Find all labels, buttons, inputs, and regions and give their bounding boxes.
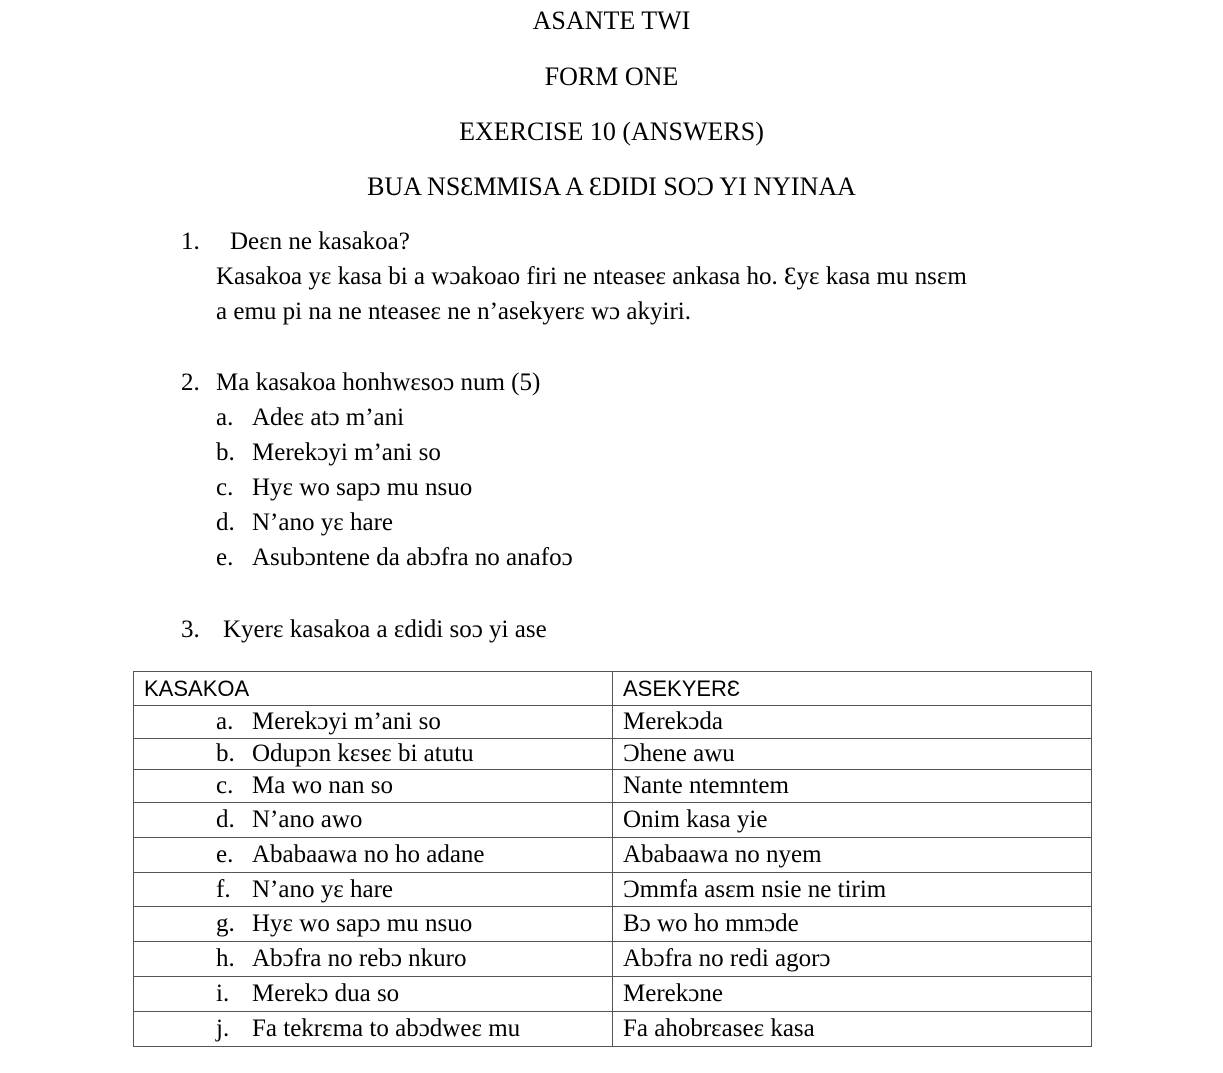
table-row bbox=[134, 873, 1092, 907]
item-letter: b. bbox=[216, 439, 235, 466]
kasakoa-text: Hyɛ wo sapɔ mu nsuo bbox=[252, 910, 473, 937]
kasakoa-text: Ma wo nan so bbox=[252, 772, 393, 799]
table-row bbox=[134, 942, 1092, 977]
column-header-asekyere: ASEKYERƐ bbox=[613, 672, 1092, 706]
question-3-prompt: Kyerɛ kasakoa a ɛdidi soɔ yi ase bbox=[223, 616, 547, 643]
question-2-item bbox=[216, 403, 404, 433]
kasakoa-table bbox=[133, 671, 1092, 1047]
question-2-item bbox=[216, 543, 573, 573]
question-2-number: 2. bbox=[181, 369, 200, 396]
table-row bbox=[134, 803, 1092, 838]
question-2-item bbox=[216, 438, 441, 468]
item-text: Hyɛ wo sapɔ mu nsuo bbox=[252, 474, 473, 501]
question-1 bbox=[181, 227, 410, 257]
table-row bbox=[134, 706, 1092, 739]
kasakoa-text: Odupɔn kɛseɛ bi atutu bbox=[252, 740, 474, 767]
row-letter: c. bbox=[216, 772, 234, 799]
asekyere-cell: Abɔfra no redi agorɔ bbox=[613, 942, 1092, 977]
table-row bbox=[134, 770, 1092, 803]
kasakoa-text: Merekɔ dua so bbox=[252, 980, 400, 1007]
item-letter: c. bbox=[216, 474, 234, 501]
kasakoa-cell bbox=[134, 739, 613, 770]
kasakoa-text: Ababaawa no ho adane bbox=[252, 841, 485, 868]
asekyere-cell: Merekɔda bbox=[613, 706, 1092, 739]
question-1-answer-line-2: a emu pi na ne nteaseɛ ne n’asekyerɛ wɔ akyiri. bbox=[216, 298, 691, 325]
question-2-item bbox=[216, 473, 472, 503]
table-row bbox=[134, 977, 1092, 1012]
row-letter: d. bbox=[216, 806, 235, 833]
heading-instruction: BUA NSƐMMISA A ƐDIDI SOƆ YI NYINAA bbox=[367, 172, 856, 201]
column-header-kasakoa: KASAKOA bbox=[134, 672, 613, 706]
asekyere-cell: Nante ntemntem bbox=[613, 770, 1092, 803]
kasakoa-cell bbox=[134, 942, 613, 977]
item-letter: d. bbox=[216, 509, 235, 536]
question-3-number: 3. bbox=[181, 616, 200, 643]
kasakoa-text: Fa tekrɛma to abɔdweɛ mu bbox=[252, 1015, 521, 1042]
kasakoa-text: N’ano yɛ hare bbox=[252, 875, 393, 903]
asekyere-cell: Fa ahobrɛaseɛ kasa bbox=[613, 1012, 1092, 1047]
item-text: Asubɔntene da abɔfra no anafoɔ bbox=[252, 544, 573, 571]
item-text: N’ano yɛ hare bbox=[252, 509, 393, 536]
question-1-prompt: Deɛn ne kasakoa? bbox=[230, 228, 410, 255]
row-letter: b. bbox=[216, 740, 235, 767]
row-letter: g. bbox=[216, 910, 235, 937]
row-letter: i. bbox=[216, 980, 230, 1007]
kasakoa-cell bbox=[134, 977, 613, 1012]
item-letter: e. bbox=[216, 544, 234, 571]
question-1-number: 1. bbox=[181, 228, 200, 255]
row-letter: f. bbox=[216, 875, 231, 903]
question-1-answer-line-1: Kasakoa yɛ kasa bi a wɔakoao firi ne nteaseɛ ankasa ho. Ɛyɛ kasa mu nsɛm bbox=[216, 263, 967, 290]
question-2-prompt: Ma kasakoa honhwɛsoɔ num (5) bbox=[216, 369, 541, 396]
item-letter: a. bbox=[216, 404, 234, 431]
asekyere-cell: Bɔ wo ho mmɔde bbox=[613, 907, 1092, 942]
row-letter: a. bbox=[216, 708, 234, 735]
kasakoa-cell bbox=[134, 706, 613, 739]
item-text: Adeɛ atɔ m’ani bbox=[252, 404, 405, 431]
kasakoa-cell bbox=[134, 907, 613, 942]
heading-exercise: EXERCISE 10 (ANSWERS) bbox=[459, 117, 764, 146]
row-letter: j. bbox=[216, 1015, 230, 1042]
kasakoa-cell bbox=[134, 1012, 613, 1047]
asekyere-cell: Onim kasa yie bbox=[613, 803, 1092, 838]
table-row bbox=[134, 907, 1092, 942]
question-3 bbox=[181, 615, 547, 645]
kasakoa-cell bbox=[134, 838, 613, 873]
kasakoa-text: N’ano awo bbox=[252, 806, 363, 833]
kasakoa-cell bbox=[134, 873, 613, 907]
table-row bbox=[134, 838, 1092, 873]
kasakoa-text: Merekɔyi m’ani so bbox=[252, 708, 441, 735]
question-2 bbox=[181, 368, 540, 398]
asekyere-cell: Ɔhene awu bbox=[613, 739, 1092, 770]
table-header-row bbox=[134, 672, 1092, 706]
row-letter: e. bbox=[216, 841, 234, 868]
kasakoa-cell bbox=[134, 803, 613, 838]
heading-form: FORM ONE bbox=[544, 62, 679, 91]
kasakoa-text: Abɔfra no rebɔ nkuro bbox=[252, 945, 467, 972]
asekyere-cell: Ababaawa no nyem bbox=[613, 838, 1092, 873]
question-2-item bbox=[216, 508, 393, 538]
table-row bbox=[134, 739, 1092, 770]
item-text: Merekɔyi m’ani so bbox=[252, 439, 441, 466]
asekyere-cell: Ɔmmfa asɛm nsie ne tirim bbox=[613, 873, 1092, 907]
kasakoa-cell bbox=[134, 770, 613, 803]
row-letter: h. bbox=[216, 945, 235, 972]
heading-subject: ASANTE TWI bbox=[532, 6, 691, 35]
table-row bbox=[134, 1012, 1092, 1047]
asekyere-cell: Merekɔne bbox=[613, 977, 1092, 1012]
